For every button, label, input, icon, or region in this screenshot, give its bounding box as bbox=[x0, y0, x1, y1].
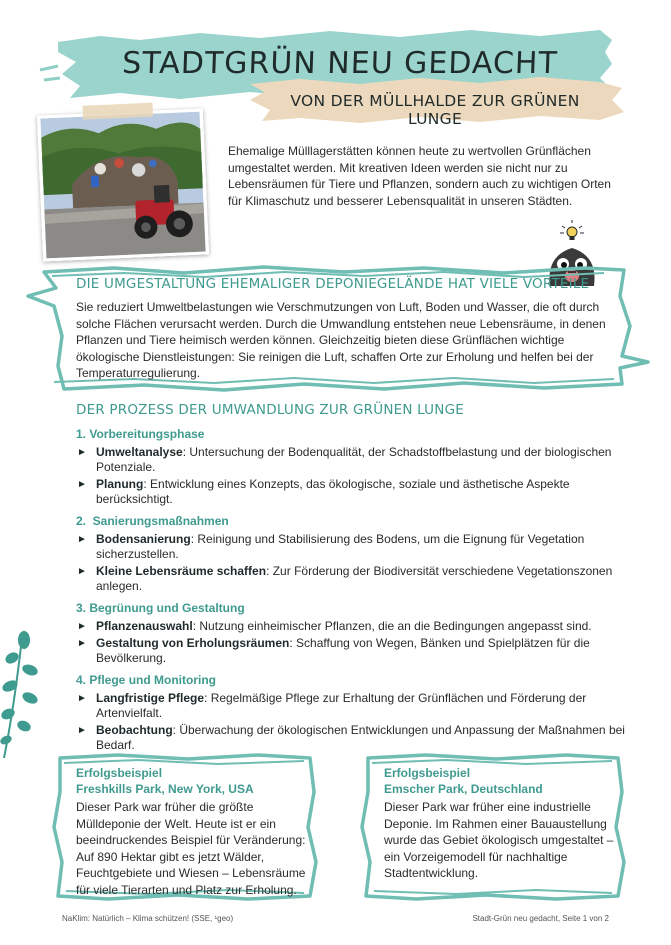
triangle-bullet-icon: ► bbox=[77, 534, 87, 545]
intro-paragraph: Ehemalige Mülllagerstätten können heute zu wertvollen Grünflächen umgestaltet werden. Mit kreativen Ideen werden sie nicht nur zu Lebensräumen für Tiere und Pflanzen, sondern auch zu wichtigen Orten für Klimaschutz und besserer Lebensqualität in unseren Städten. bbox=[228, 144, 611, 208]
item-text: : Untersuchung der Bodenqualität, der Schadstoffbelastung und der biologischen Potenziale. bbox=[96, 445, 612, 474]
list-item bbox=[76, 636, 631, 666]
step-title: 2. Sanierungsmaßnahmen bbox=[76, 514, 229, 528]
triangle-bullet-icon: ► bbox=[77, 621, 87, 632]
item-text: : Reinigung und Stabilisierung des Bodens, um die Eignung für Vegetation sicherzustellen. bbox=[96, 532, 585, 561]
footer-left: NaKlim: Natürlich – Klima schützen! (SSE, ¹geo) bbox=[62, 914, 234, 923]
example-card-emscher bbox=[356, 752, 628, 902]
triangle-bullet-icon: ► bbox=[77, 725, 87, 736]
item-term: Umweltanalyse bbox=[96, 445, 183, 459]
process-heading: DER PROZESS DER UMWANDLUNG ZUR GRÜNEN LUNGE bbox=[76, 402, 464, 418]
step-4 bbox=[76, 672, 631, 753]
lightbulb-icon bbox=[560, 220, 584, 240]
item-term: Langfristige Pflege bbox=[96, 691, 205, 705]
triangle-bullet-icon: ► bbox=[77, 479, 87, 490]
step-title: 4. Pflege und Monitoring bbox=[76, 673, 216, 687]
page-title: STADTGRÜN NEU GEDACHT bbox=[121, 46, 559, 81]
item-term: Bodensanierung bbox=[96, 532, 191, 546]
step-title: 1. Vorbereitungsphase bbox=[76, 427, 205, 441]
landfill-image bbox=[37, 108, 209, 261]
item-text: : Zur Förderung der Biodiversität verschiedene Vegetationszonen anlegen. bbox=[96, 564, 613, 593]
item-term: Beobachtung bbox=[96, 723, 173, 737]
list-item bbox=[76, 532, 631, 562]
step-title: 3. Begrünung und Gestaltung bbox=[76, 601, 245, 615]
list-item bbox=[76, 691, 631, 721]
process-steps bbox=[76, 426, 631, 759]
example-card-freshkills bbox=[48, 752, 320, 902]
benefits-box bbox=[24, 256, 652, 398]
triangle-bullet-icon: ► bbox=[77, 638, 87, 649]
triangle-bullet-icon: ► bbox=[77, 566, 87, 577]
benefits-heading: DIE UMGESTALTUNG EHEMALIGER DEPONIEGELÄNDE HAT VIELE VORTEILE bbox=[76, 276, 590, 292]
landfill-photo bbox=[37, 108, 209, 261]
item-text: : Überwachung der ökologischen Entwicklungen und Anpassung der Maßnahmen bei Bedarf. bbox=[96, 723, 625, 752]
item-term: Pflanzenauswahl bbox=[96, 619, 193, 633]
triangle-bullet-icon: ► bbox=[77, 693, 87, 704]
card-place: Emscher Park, Deutschland bbox=[384, 782, 543, 796]
step-3 bbox=[76, 600, 631, 666]
step-1 bbox=[76, 426, 631, 507]
triangle-bullet-icon: ► bbox=[77, 447, 87, 458]
item-term: Gestaltung von Erholungsräumen bbox=[96, 636, 290, 650]
step-2 bbox=[76, 513, 631, 594]
item-text: : Regelmäßige Pflege zur Erhaltung der Grünflächen und Förderung der Artenvielfalt. bbox=[96, 691, 587, 720]
item-term: Planung bbox=[96, 477, 144, 491]
list-item bbox=[76, 477, 631, 507]
leaves-icon bbox=[0, 628, 50, 758]
item-text: : Entwicklung eines Konzepts, das ökologische, soziale und ästhetische Aspekte berücksichtigt. bbox=[96, 477, 570, 506]
item-text: : Nutzung einheimischer Pflanzen, die an die Bedingungen angepasst sind. bbox=[192, 619, 592, 633]
page-subtitle: VON DER MÜLLHALDE ZUR GRÜNEN LUNGE bbox=[290, 92, 580, 128]
list-item bbox=[76, 445, 631, 475]
card-text: Dieser Park war früher die größte Mülldeponie der Welt. Heute ist er ein beeindruckendes Beispiel für Veränderung: Auf 890 Hektar gibt es jetzt Wälder, Feuchtgebiete und Wiesen – Lebensräume für viele Tierarten und Platz zur Erholung. bbox=[76, 800, 306, 897]
card-text: Dieser Park war früher eine industrielle Deponie. Im Rahmen einer Bauaustellung wurde das Gebiet ökologisch umgestaltet – ein Vorzeigemodell für nachhaltige Stadtentwicklung. bbox=[384, 800, 614, 880]
card-label: Erfolgsbeispiel bbox=[384, 766, 471, 780]
list-item bbox=[76, 619, 631, 634]
footer-right: Stadt-Grün neu gedacht, Seite 1 von 2 bbox=[472, 914, 609, 923]
card-place: Freshkills Park, New York, USA bbox=[76, 782, 254, 796]
item-term: Kleine Lebensräume schaffen bbox=[96, 564, 267, 578]
list-item bbox=[76, 564, 631, 594]
list-item bbox=[76, 723, 631, 753]
item-text: : Schaffung von Wegen, Bänken und Spielplätzen für die Bevölkerung. bbox=[96, 636, 590, 665]
card-label: Erfolgsbeispiel bbox=[76, 766, 163, 780]
benefits-text: Sie reduziert Umweltbelastungen wie Verschmutzungen von Luft, Boden und Wasser, die oft durch solche Flächen verursacht werden. Durch die Umwandlung entstehen neue Lebensräume, in denen Pflanzen und Tiere heimisch werden können. Gleichzeitig bieten diese Grünflächen wichtige ökologische Dienstleistungen: Sie reinigen die Luft, schaffen Orte zur Erholung und helfen bei der Temperaturregulierung. bbox=[76, 300, 606, 380]
